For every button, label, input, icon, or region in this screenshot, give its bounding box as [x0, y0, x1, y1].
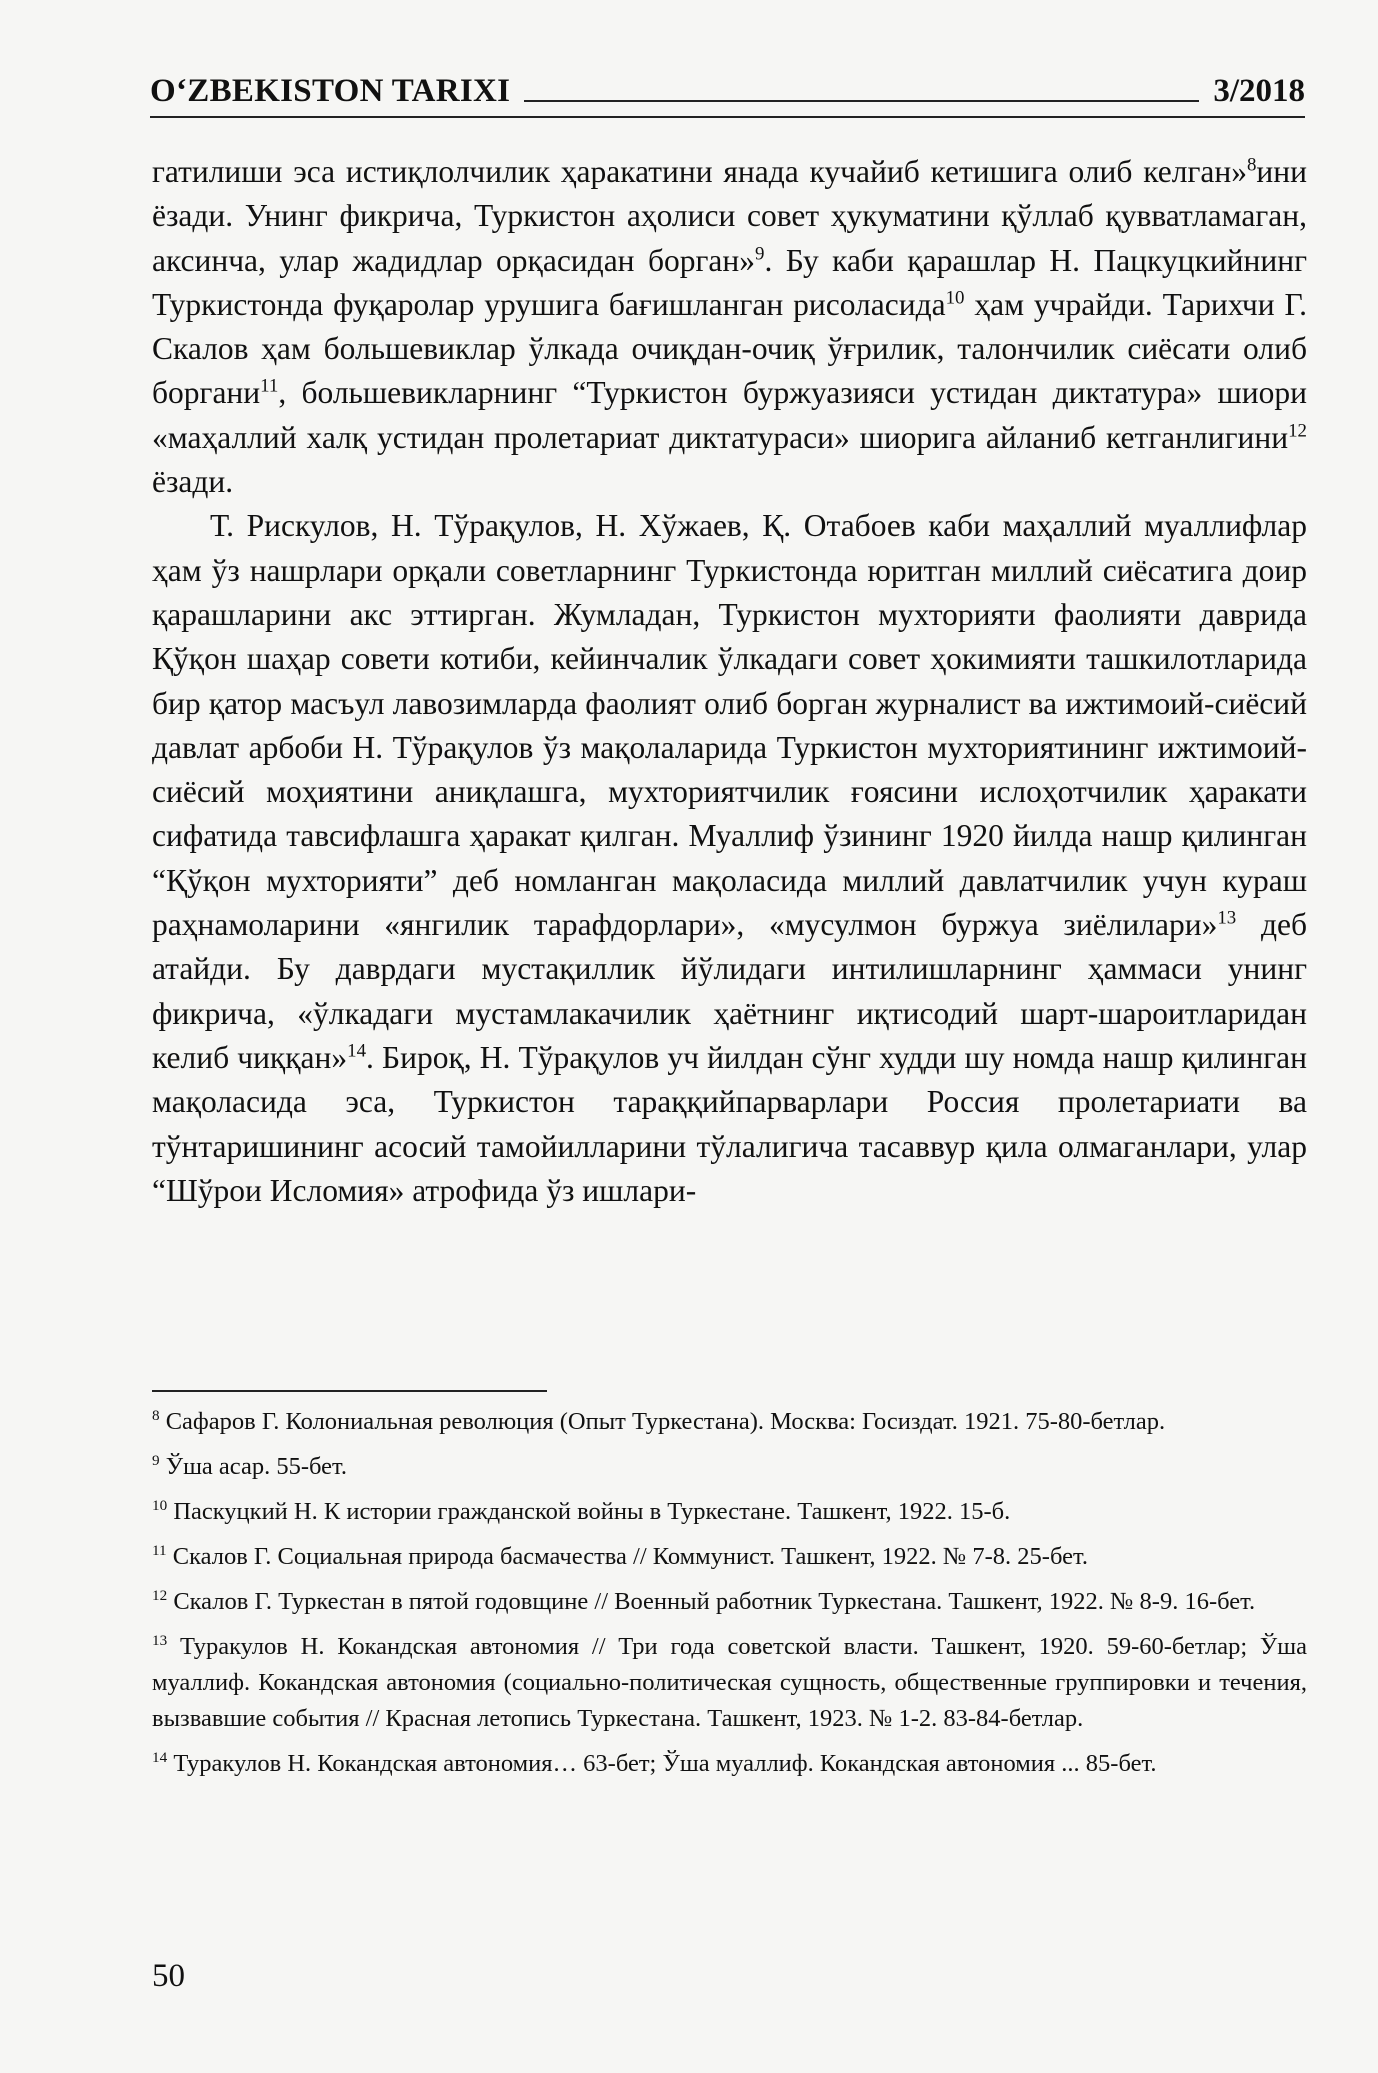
footnote-reference: 14	[347, 1040, 367, 1062]
text-run: гатилиши эса истиқлолчилик ҳаракатини янада кучайиб кетишига олиб келган»	[152, 154, 1247, 189]
footnote-number: 14	[152, 1748, 168, 1766]
footnote-text: Туракулов Н. Кокандская автономия… 63-бет; Ўша муаллиф. Кокандская автономия ... 85-бет.	[173, 1750, 1157, 1777]
footnote-number: 12	[152, 1586, 168, 1604]
footnote-number: 11	[152, 1541, 167, 1559]
footnote-reference: 10	[945, 287, 965, 309]
footnote-number: 10	[152, 1496, 168, 1514]
footnote	[152, 1629, 1307, 1737]
footnote	[152, 1449, 1307, 1485]
footnote	[152, 1404, 1307, 1440]
footnote	[152, 1539, 1307, 1575]
footnote-text: Сафаров Г. Колониальная революция (Опыт Туркестана). Москва: Госиздат. 1921. 75-80-бетлар.	[165, 1408, 1166, 1435]
text-run: ҳам учрайди. Тарихчи Г. Скалов ҳам большевиклар ўлкада очиқдан-очиқ ўғрилик, талончилик сиёсати олиб боргани	[152, 286, 1307, 411]
text-run: , большевикларнинг “Туркистон буржуазияси устидан диктатура» шиори «маҳаллий халқ устидан пролетариат диктатураси» шиорига айланиб кетганлигини	[152, 375, 1307, 455]
footnote	[152, 1494, 1307, 1530]
footnote-reference: 9	[754, 243, 765, 265]
running-header	[150, 60, 1305, 110]
footnote-reference: 13	[1217, 907, 1237, 929]
footnote-number: 13	[152, 1631, 168, 1649]
footnote-text: Ўша асар. 55-бет.	[165, 1453, 348, 1480]
footnote-text: Скалов Г. Туркестан в пятой годовщине // Военный работник Туркестана. Ташкент, 1922. № 8-9. 16-бет.	[173, 1588, 1256, 1615]
text-run: ини ёзади. Унинг фикрича, Туркистон аҳолиси совет ҳукуматини қўллаб қувватламаган, аксинча, улар жадидлар орқасидан борган»	[152, 154, 1307, 278]
footnote-separator	[152, 1390, 547, 1392]
footnote	[152, 1746, 1307, 1782]
footnote	[152, 1584, 1307, 1620]
paragraph	[152, 150, 1307, 504]
header-rule	[524, 100, 1199, 102]
footnote-reference: 8	[1246, 154, 1257, 176]
body-text	[152, 150, 1307, 1213]
text-run: деб атайди. Бу даврдаги мустақиллик йўлидаги интилишларнинг ҳаммаси унинг фикрича, «ўлкадаги мустамлакачилик ҳаётнинг иқтисодий шарт-шароитларидан келиб чиққан»	[152, 907, 1307, 1075]
footnote-reference: 11	[260, 375, 279, 397]
issue-number: 3/2018	[1213, 73, 1305, 109]
footnote-text: Скалов Г. Социальная природа басмачества // Коммунист. Ташкент, 1922. № 7-8. 25-бет.	[172, 1543, 1088, 1570]
paragraph	[152, 504, 1307, 1213]
text-run: Т. Рискулов, Н. Тўрақулов, Н. Хўжаев, Қ. Отабоев каби маҳаллий муаллифлар ҳам ўз нашрлари орқали советларнинг Туркистонда юритган миллий сиёсатига доир қарашларини акс эттирган. Жумладан, Туркистон мухторияти фаолияти даврида Қўқон шаҳар совети котиби, кейинчалик ўлкадаги совет ҳокимияти ташкилотларида бир қатор масъул лавозимларда фаолият олиб борган журналист ва ижтимоий-сиёсий давлат арбоби Н. Тўрақулов ўз мақолаларида Туркистон мухториятининг ижтимоий-сиёсий моҳиятини аниқлашга, мухториятчилик ғоясини ислоҳотчилик ҳаракати сифатида тавсифлашга ҳаракат қилган. Муаллиф ўзининг 1920 йилда нашр қилинган “Қўқон мухторияти” деб номланган мақоласида миллий давлатчилик учун кураш раҳнамоларини «янгилик тарафдорлари», «мусулмон буржуа зиёлилари»	[152, 508, 1307, 943]
text-run: . Бу каби қарашлар Н. Пацкуцкийнинг Туркистонда фуқаролар урушига бағишланган рисоласида	[152, 242, 1308, 322]
footnote-reference: 12	[1288, 420, 1307, 442]
page-number: 50	[152, 1958, 185, 1994]
journal-title: O‘ZBEKISTON TARIXI	[150, 73, 511, 109]
footnote-number: 9	[152, 1451, 160, 1469]
footnote-number: 8	[152, 1406, 160, 1424]
text-run: ёзади.	[152, 464, 234, 500]
header-underline	[150, 116, 1305, 118]
text-run: . Бироқ, Н. Тўрақулов уч йилдан сўнг худди шу номда нашр қилинган мақоласида эса, Туркистон тараққийпарварлари Россия пролетариати ва тўнтаришининг асосий тамойилларини тўлалигича тасаввур қила олмаганлари, улар “Шўрои Исломия» атрофида ўз ишлари-	[152, 1039, 1307, 1208]
footnotes	[152, 1404, 1307, 1791]
footnote-text: Паскуцкий Н. К истории гражданской войны в Туркестане. Ташкент, 1922. 15-б.	[173, 1498, 1011, 1525]
footnote-text: Туракулов Н. Кокандская автономия // Три года советской власти. Ташкент, 1920. 59-60-бетлар; Ўша муаллиф. Кокандская автономия (социально-политическая сущность, общественные группировки и течения, вызвавшие события // Красная летопись Туркестана. Ташкент, 1923. № 1-2. 83-84-бетлар.	[152, 1633, 1308, 1732]
